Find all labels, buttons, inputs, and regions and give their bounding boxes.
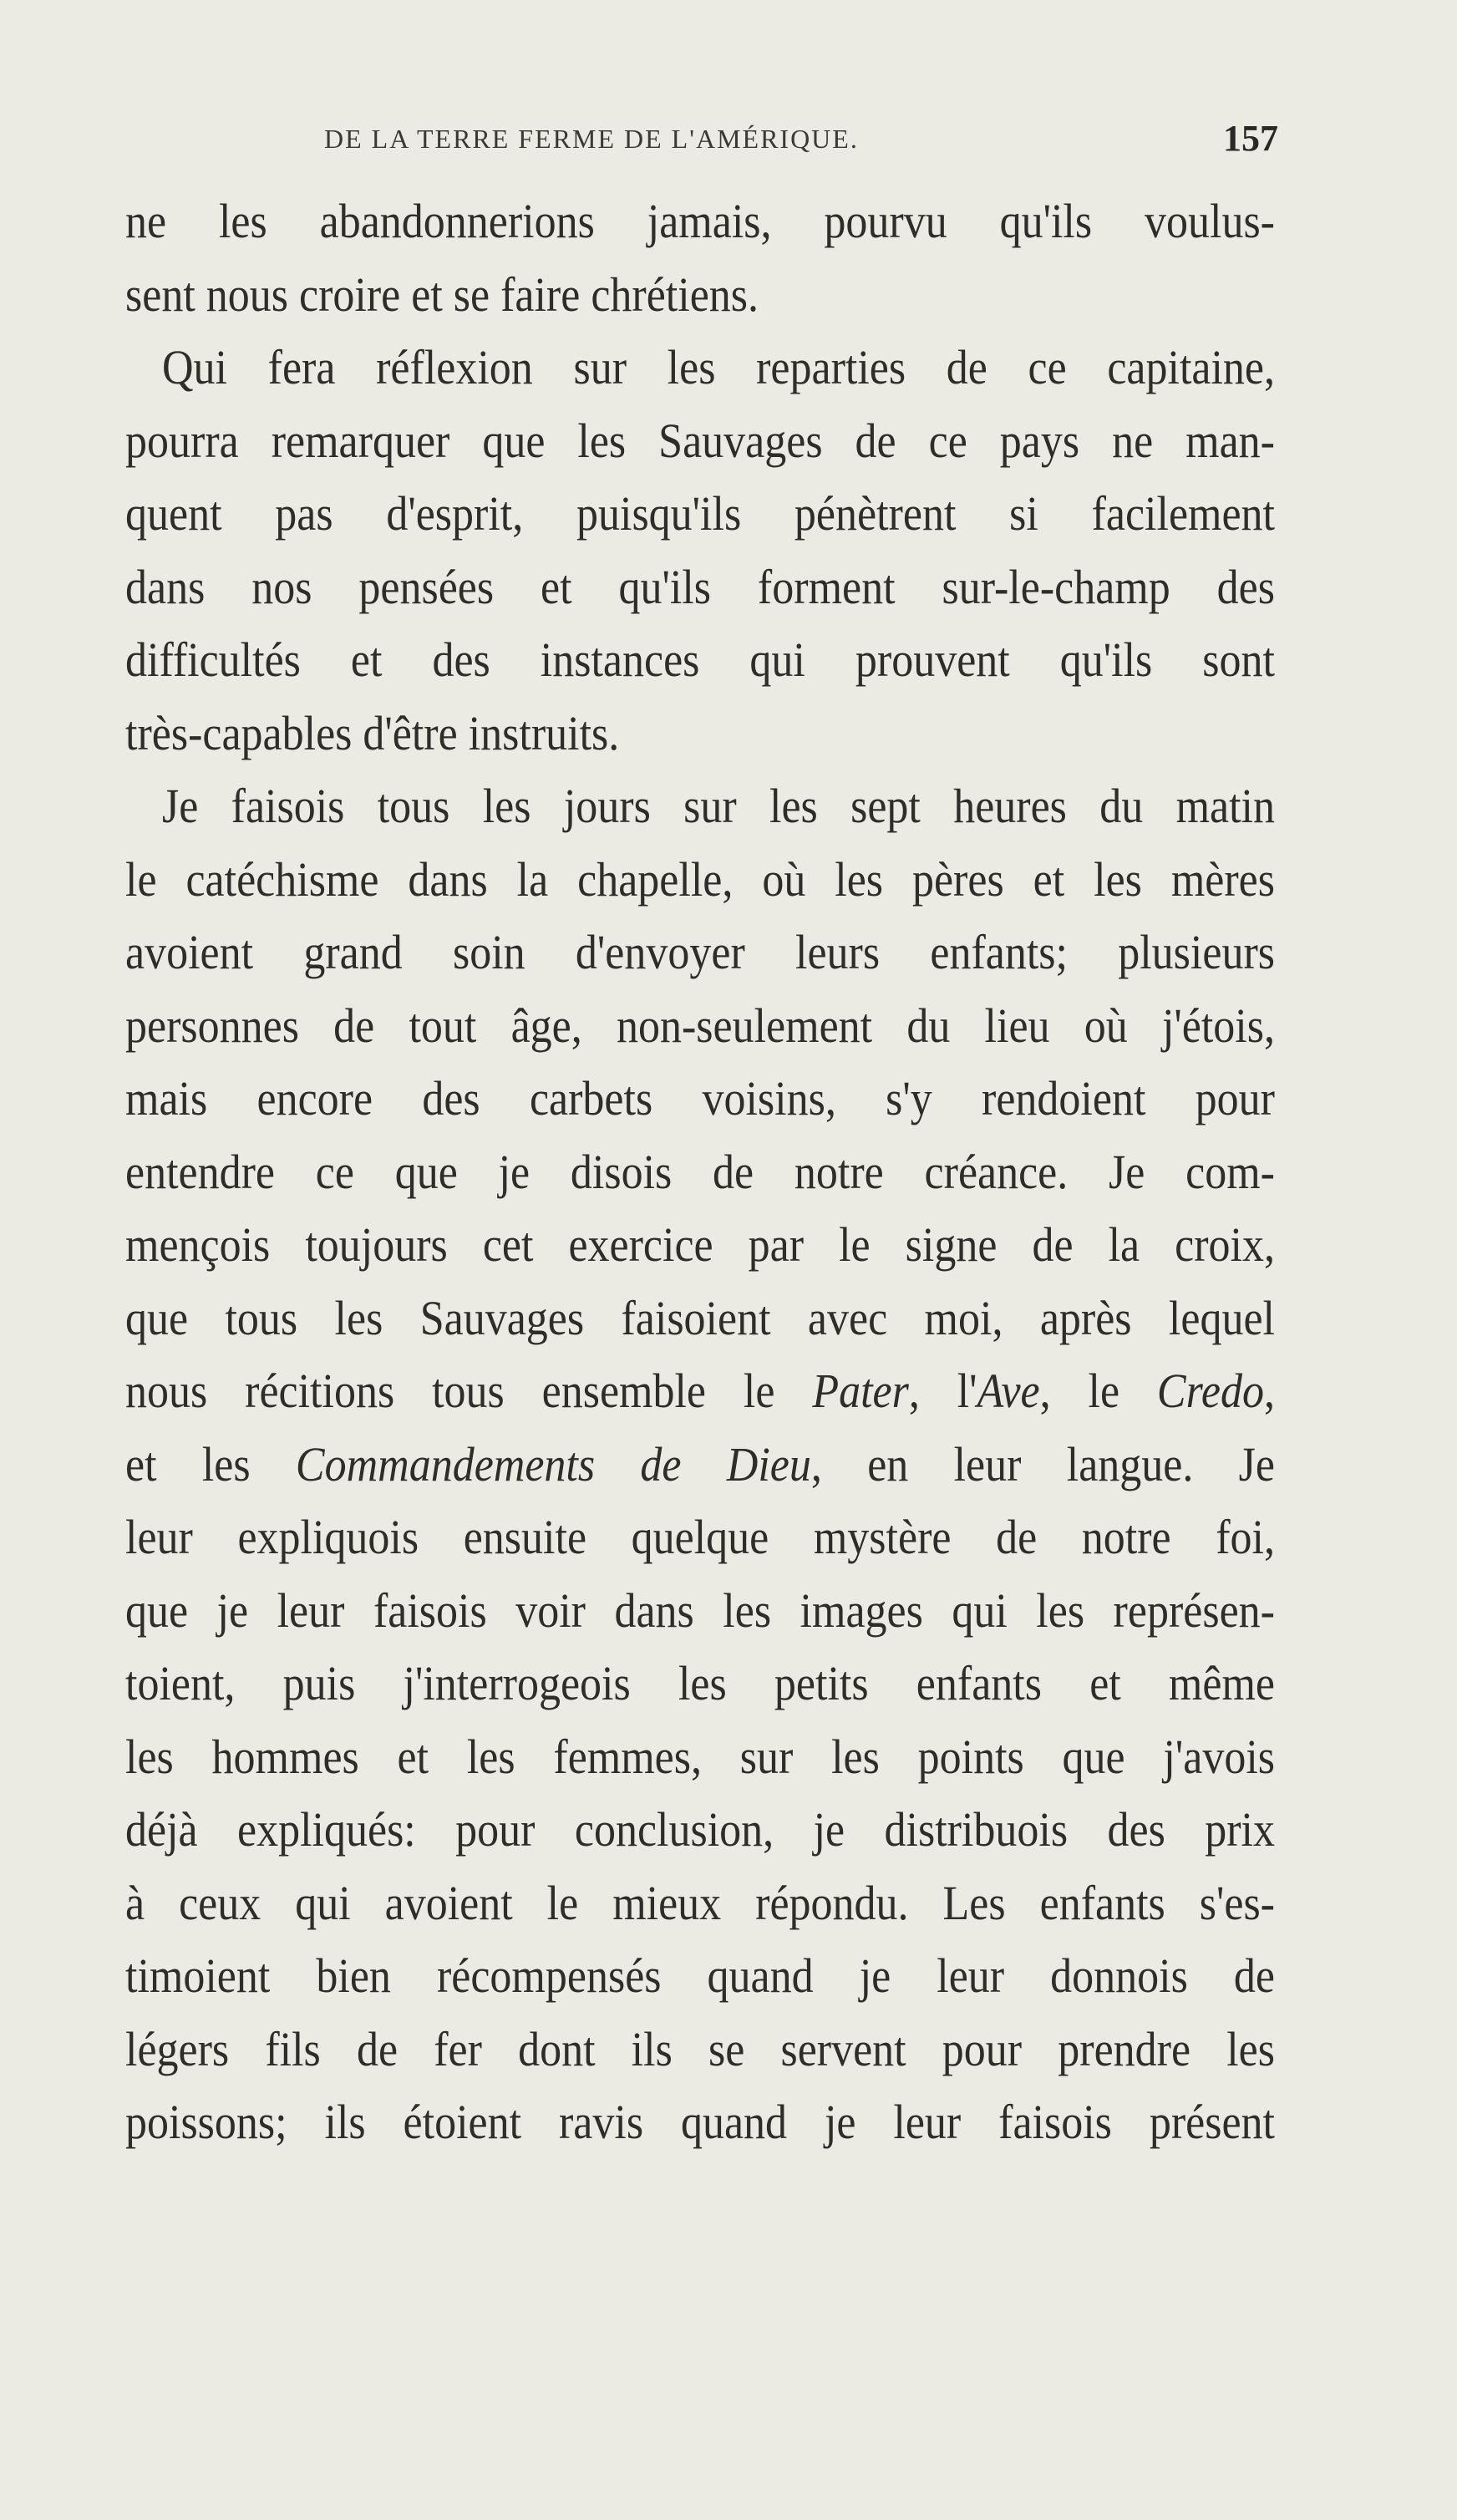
text-line <box>125 1716 1275 1798</box>
text-segment: sent nous croire et se faire chrétiens. <box>125 268 759 322</box>
text-line <box>125 1059 1275 1141</box>
text-segment: quent pas d'esprit, puisqu'ils pénètrent si facilement <box>125 487 1275 541</box>
text-line <box>125 693 1275 775</box>
text-line <box>125 1351 1275 1433</box>
text-line <box>125 1570 1275 1652</box>
italic-text: Credo <box>1156 1364 1264 1419</box>
text-segment: ne les abandonnerions jamais, pourvu qu'ils voulus- <box>125 195 1275 249</box>
text-line <box>125 474 1275 556</box>
text-segment: que tous les Sauvages faisoient avec moi, après lequel <box>125 1292 1275 1345</box>
text-line <box>125 1205 1275 1287</box>
text-segment: les hommes et les femmes, sur les points que j'avois <box>125 1730 1275 1784</box>
text-line <box>125 1936 1275 2018</box>
text-line <box>125 400 1275 482</box>
italic-text: Ave <box>977 1364 1040 1419</box>
running-header <box>125 117 1278 167</box>
text-segment: Qui fera réflexion sur les reparties de ce capitaine, <box>162 341 1275 395</box>
text-segment: que je leur faisois voir dans les images qui les représen- <box>125 1584 1275 1638</box>
text-segment: pourra remarquer que les Sauvages de ce pays ne man- <box>125 414 1275 468</box>
running-title: DE LA TERRE FERME DE L'AMÉRIQUE. <box>324 124 859 154</box>
text-segment: timoient bien récompensés quand je leur donnois de <box>125 1949 1275 2004</box>
text-segment: nous récitions tous ensemble le <box>125 1364 813 1419</box>
text-segment: avoient grand soin d'envoyer leurs enfants; plusieurs <box>125 926 1275 980</box>
italic-text: Pater <box>812 1364 909 1419</box>
text-line <box>125 1497 1275 1579</box>
page-number: 157 <box>1223 118 1278 159</box>
text-segment: entendre ce que je disois de notre créance. Je com- <box>125 1146 1275 1199</box>
text-segment: poissons; ils étoient ravis quand je leur faisois présent <box>125 2096 1275 2150</box>
text-segment: personnes de tout âge, non-seulement du lieu où j'étois, <box>125 999 1275 1053</box>
text-segment: leur expliquois ensuite quelque mystère de notre foi, <box>125 1511 1275 1565</box>
text-segment: difficultés et des instances qui prouvent qu'ils sont <box>125 633 1275 688</box>
text-segment: , <box>1264 1364 1275 1419</box>
text-segment: , l' <box>908 1364 977 1419</box>
text-segment: très-capables d'être instruits. <box>125 707 620 760</box>
text-segment: à ceux qui avoient le mieux répondu. Les enfants s'es- <box>125 1877 1275 1930</box>
text-segment: mençois toujours cet exercice par le signe de la croix, <box>125 1218 1275 1273</box>
text-line <box>125 839 1275 921</box>
text-line <box>125 1862 1275 1944</box>
text-line <box>125 620 1275 702</box>
text-line <box>125 1424 1275 1506</box>
text-segment: Je faisois tous les jours sur les sept heures du matin <box>162 780 1275 834</box>
text-segment: , le <box>1039 1364 1157 1419</box>
text-line <box>125 1131 1275 1213</box>
text-segment: dans nos pensées et qu'ils forment sur-le-champ des <box>125 561 1275 614</box>
text-segment: , en leur langue. Je <box>810 1438 1275 1491</box>
text-segment: le catéchisme dans la chapelle, où les pères et les mères <box>125 853 1275 907</box>
text-line <box>125 546 1275 628</box>
text-line <box>125 254 1275 336</box>
text-line <box>125 1790 1275 1872</box>
text-segment: déjà expliqués: pour conclusion, je distribuois des prix <box>125 1803 1275 1857</box>
text-line <box>125 2009 1275 2091</box>
text-line <box>125 1278 1275 1359</box>
text-line <box>125 985 1275 1067</box>
body-text <box>125 185 1275 2160</box>
text-segment: et les <box>125 1438 296 1491</box>
text-segment: légers fils de fer dont ils se servent pour prendre les <box>125 2023 1275 2076</box>
text-line <box>125 2082 1275 2164</box>
text-segment: toient, puis j'interrogeois les petits enfants et même <box>125 1657 1275 1711</box>
text-segment: mais encore des carbets voisins, s'y rendoient pour <box>125 1072 1275 1126</box>
text-line <box>125 181 1275 263</box>
text-line <box>125 328 1275 409</box>
italic-text: Commandements de Dieu <box>295 1438 811 1491</box>
text-line <box>125 1644 1275 1725</box>
text-line <box>125 912 1275 994</box>
text-line <box>125 766 1275 848</box>
